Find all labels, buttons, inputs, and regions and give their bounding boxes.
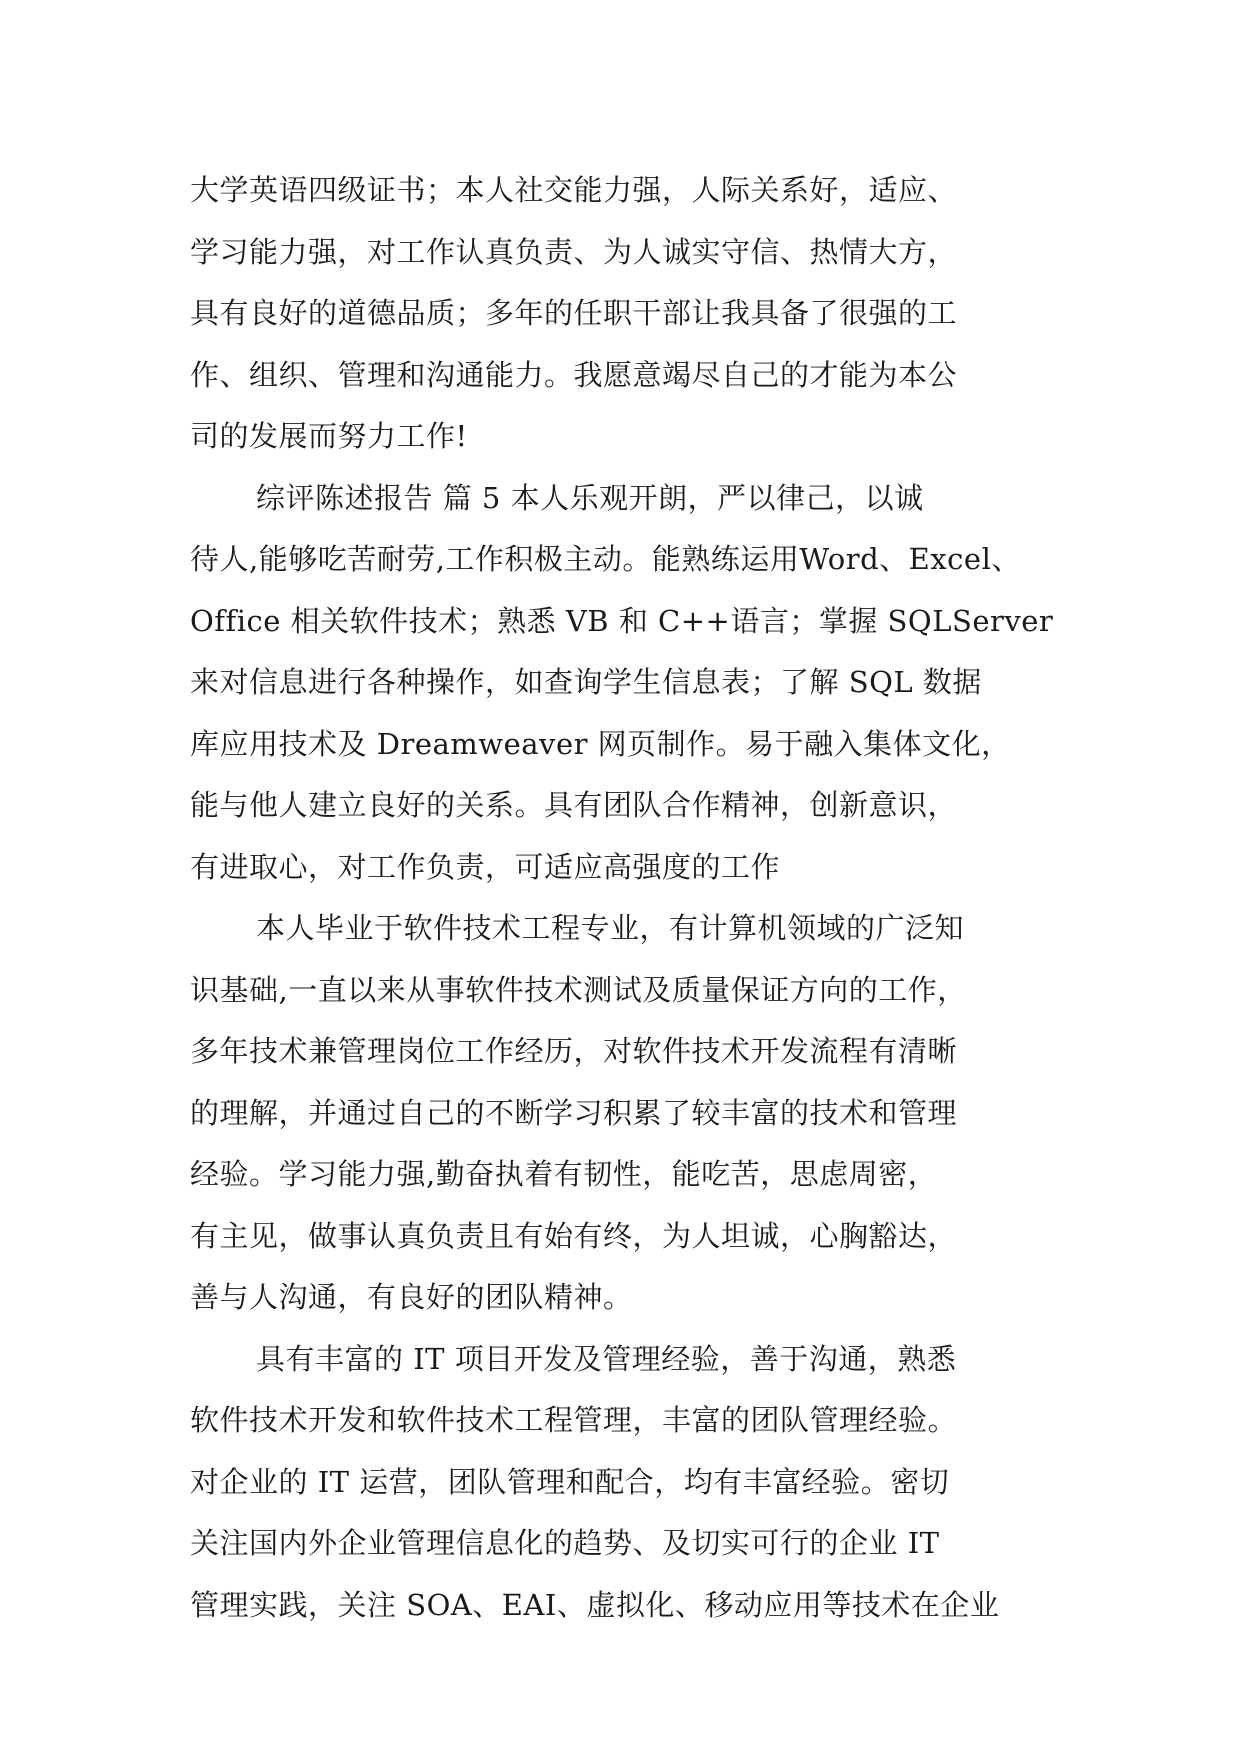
text-line: 能与他人建立良好的关系。具有团队合作精神，创新意识， (190, 788, 958, 822)
text-line: 经验。学习能力强,勤奋执着有韧性，能吃苦，思虑周密， (190, 1157, 938, 1191)
text-line: 的理解，并通过自己的不断学习积累了较丰富的技术和管理 (190, 1095, 958, 1130)
text-line: 对企业的 IT 运营，团队管理和配合，均有丰富经验。密切 (190, 1464, 950, 1499)
document-body (190, 160, 1070, 1636)
text-line: 作、组织、管理和沟通能力。我愿意竭尽自己的才能为本公 (190, 357, 958, 392)
text-line: 库应用技术及 Dreamweaver 网页制作。易于融入集体文化， (190, 726, 1011, 761)
text-line: 关注国内外企业管理信息化的趋势、及切实可行的企业 IT (190, 1526, 940, 1560)
text-line: 来对信息进行各种操作，如查询学生信息表；了解 SQL 数据 (190, 665, 982, 699)
text-line: 司的发展而努力工作! (190, 419, 468, 453)
text-line: 本人毕业于软件技术工程专业，有计算机领域的广泛知 (256, 911, 965, 945)
text-line: 有进取心，对工作负责，可适应高强度的工作 (190, 849, 781, 884)
text-line: 管理实践，关注 SOA、EAI、虚拟化、移动应用等技术在企业 (190, 1587, 1000, 1622)
text-line: 大学英语四级证书；本人社交能力强，人际关系好，适应、 (190, 173, 958, 207)
text-line: 识基础,一直以来从事软件技术测试及质量保证方向的工作， (190, 972, 967, 1007)
text-line: 具有丰富的 IT 项目开发及管理经验，善于沟通，熟悉 (256, 1341, 957, 1376)
text-line: 待人,能够吃苦耐劳,工作积极主动。能熟练运用Word、Excel、 (190, 542, 1021, 576)
text-line: 多年技术兼管理岗位工作经历，对软件技术开发流程有清晰 (190, 1034, 958, 1068)
text-line: 具有良好的道德品质；多年的任职干部让我具备了很强的工 (190, 296, 958, 330)
section-heading-line: 综评陈述报告 篇 5 本人乐观开朗，严以律己，以诚 (256, 480, 924, 515)
text-line: 学习能力强，对工作认真负责、为人诚实守信、热情大方， (190, 234, 958, 269)
text-line: 软件技术开发和软件技术工程管理，丰富的团队管理经验。 (190, 1403, 958, 1437)
text-line: Office 相关软件技术；熟悉 VB 和 C++语言；掌握 SQLServer (190, 603, 1054, 638)
text-line: 有主见，做事认真负责且有始有终，为人坦诚，心胸豁达， (190, 1218, 958, 1253)
text-line: 善与人沟通，有良好的团队精神。 (190, 1280, 633, 1314)
